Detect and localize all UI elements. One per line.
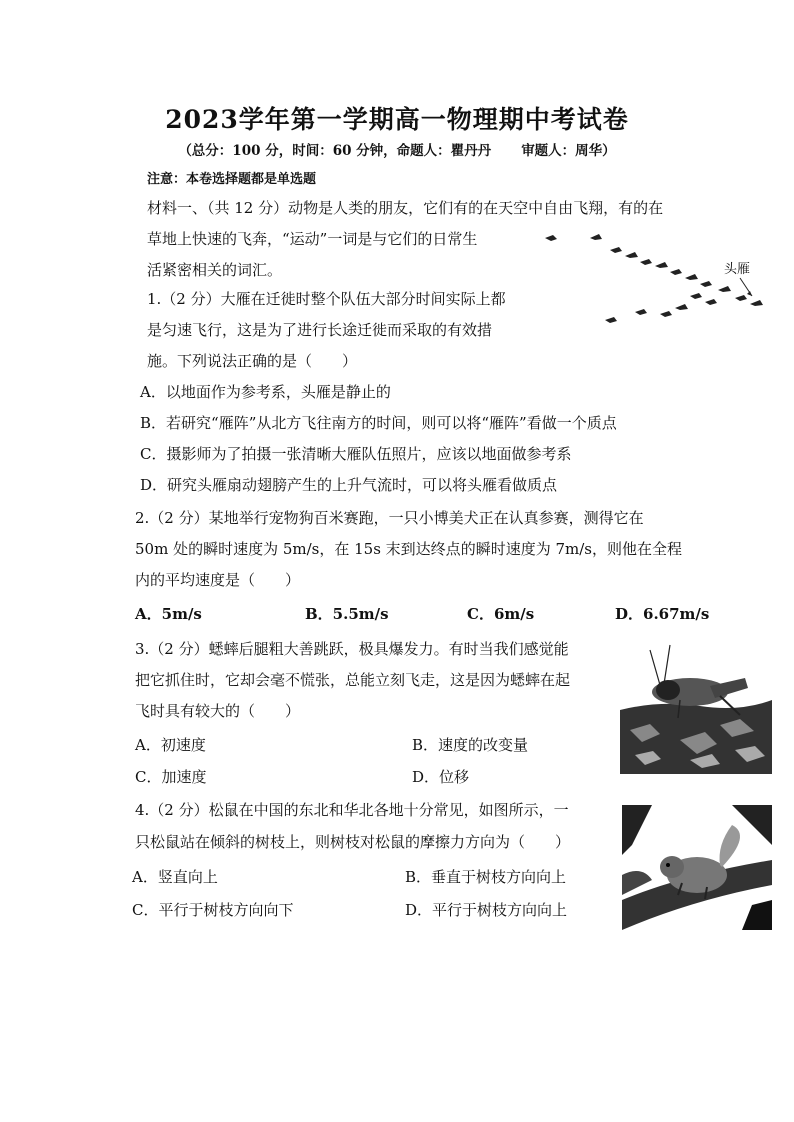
q2-option-b: B．5.5m/s: [305, 605, 389, 623]
q3-option-b: B．速度的改变量: [412, 736, 529, 754]
exam-meta: [0, 139, 794, 159]
q2-option-c: C．6m/s: [467, 605, 535, 623]
q3-line-1: 3.（2 分）蟋蟀后腿粗大善跳跃，极具爆发力。有时当我们感觉能: [135, 640, 569, 658]
lead-goose-label: 头雁: [724, 262, 751, 277]
q3-option-d: D．位移: [412, 768, 470, 786]
geese-formation-image: [540, 228, 780, 328]
q3-option-a: A．初速度: [135, 736, 206, 754]
q4-option-b: B．垂直于树枝方向向上: [405, 868, 567, 886]
q1-line-1: 1.（2 分）大雁在迁徙时整个队伍大部分时间实际上都: [147, 290, 506, 308]
q1-option-a: A．以地面作为参考系，头雁是静止的: [140, 383, 391, 401]
material-line-1: 材料一、（共 12 分）动物是人类的朋友，它们有的在天空中自由飞翔，有的在: [147, 199, 664, 217]
q4-line-2: 只松鼠站在倾斜的树枝上，则树枝对松鼠的摩擦力方向为（ ）: [135, 833, 571, 851]
q2-option-a: A．5m/s: [135, 605, 202, 623]
q3-option-c: C．加速度: [135, 768, 207, 786]
q1-option-c: C．摄影师为了拍摄一张清晰大雁队伍照片，应该以地面做参考系: [140, 445, 572, 463]
exam-meta-right: 审题人：周华）: [521, 143, 616, 159]
q4-option-d: D．平行于树枝方向向上: [405, 901, 568, 919]
q2-option-d: D．6.67m/s: [615, 605, 710, 623]
material-line-3: 活紧密相关的词汇。: [147, 261, 283, 279]
q4-line-1: 4.（2 分）松鼠在中国的东北和华北各地十分常见，如图所示，一: [135, 801, 569, 819]
q1-line-3: 施。下列说法正确的是（ ）: [147, 352, 358, 370]
q2-line-2: 50m 处的瞬时速度为 5m/s，在 15s 末到达终点的瞬时速度为 7m/s，则他在全程: [135, 540, 682, 558]
notice-text: 注意：本卷选择题都是单选题: [147, 172, 317, 187]
q2-line-1: 2.（2 分）某地举行宠物狗百米赛跑，一只小博美犬正在认真参赛，测得它在: [135, 509, 644, 527]
q3-line-2: 把它抓住时，它却会毫不慌张，总能立刻飞走，这是因为蟋蟀在起: [135, 671, 571, 689]
q4-option-a: A．竖直向上: [132, 868, 218, 886]
material-line-2: 草地上快速的飞奔，“运动”一词是与它们的日常生: [147, 230, 478, 248]
q1-option-b: B．若研究“雁阵”从北方飞往南方的时间，则可以将“雁阵”看做一个质点: [140, 414, 617, 432]
page-title: 2023学年第一学期高一物理期中考试卷: [165, 105, 629, 134]
q2-line-3: 内的平均速度是（ ）: [135, 571, 301, 589]
squirrel-image: [622, 805, 772, 930]
q1-option-d: D．研究头雁扇动翅膀产生的上升气流时，可以将头雁看做质点: [140, 476, 558, 494]
exam-meta-left: （总分：100 分，时间：60 分钟，命题人：瞿丹丹: [178, 143, 492, 159]
q4-option-c: C．平行于树枝方向向下: [132, 901, 294, 919]
cricket-image: [620, 640, 772, 774]
q3-line-3: 飞时具有较大的（ ）: [135, 702, 301, 720]
q1-line-2: 是匀速飞行，这是为了进行长途迁徙而采取的有效措: [147, 321, 493, 339]
